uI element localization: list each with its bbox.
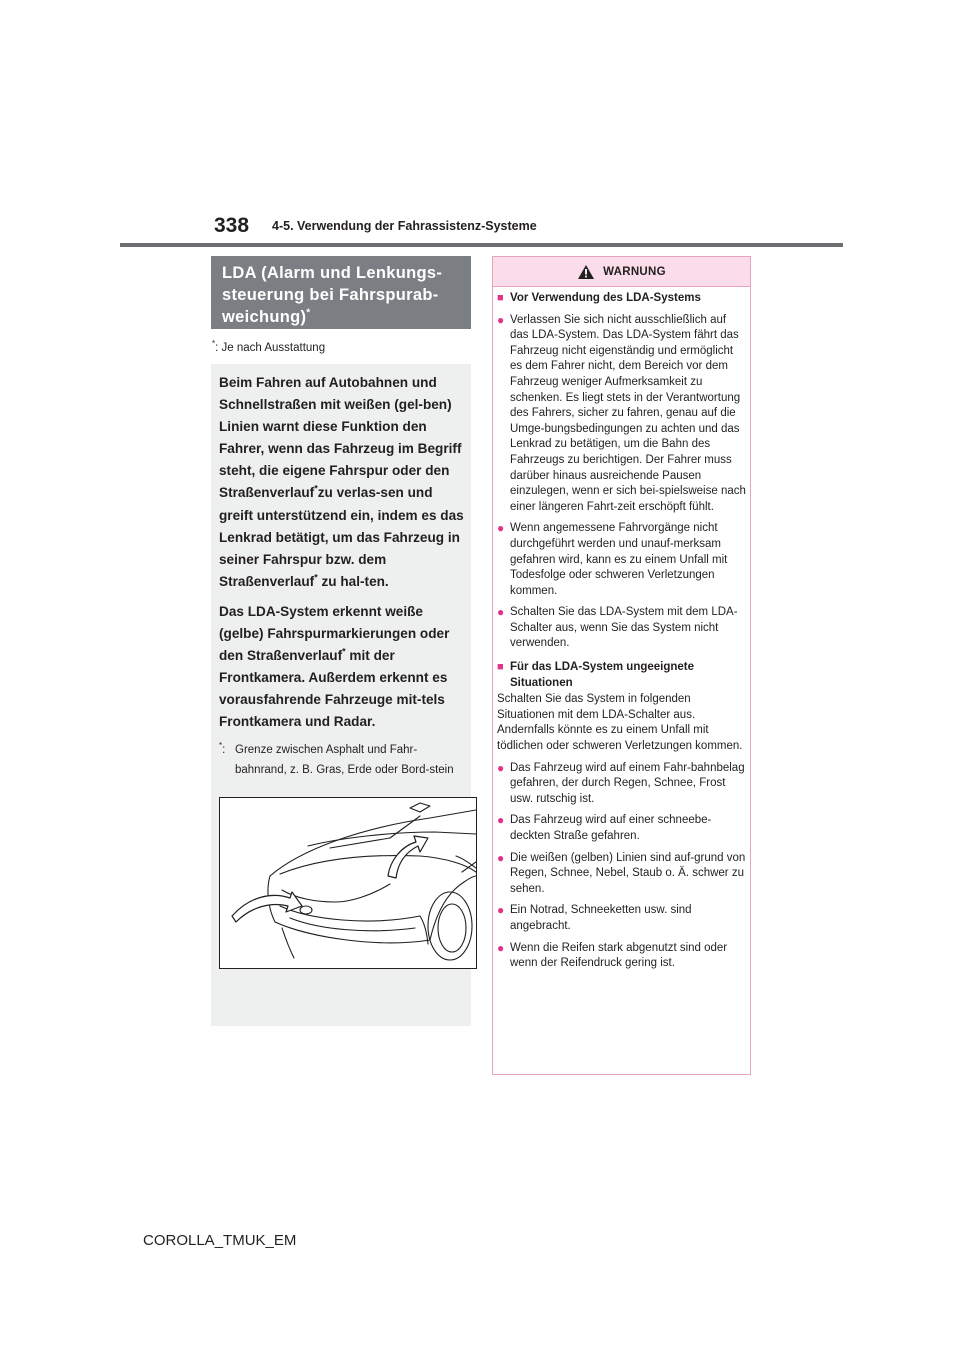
intro-mark-2: *: [314, 572, 318, 583]
road-edge-footnote-text: Grenze zwischen Asphalt und Fahr-bahnrand, z. B. Gras, Erde oder Bord-stein: [235, 743, 454, 776]
warning-bullet: [497, 605, 746, 652]
road-edge-footnote-colon: :: [222, 743, 226, 756]
detection-part-1: Das LDA-System erkennt weiße (gelbe) Fahrspurmarkierungen oder den Straßenverlauf: [219, 603, 450, 664]
warning-subheading-2-text: Für das LDA-System ungeeignete Situationen: [510, 661, 695, 689]
warning-bullet-text: Wenn die Reifen stark abgenutzt sind oder wenn der Reifendruck gering ist.: [510, 941, 728, 970]
warning-subheading-2: [497, 660, 746, 691]
intro-part-2: zu verlas-sen und greift unterstützend ein, indem es das Lenkrad betätigt, um das Fahrzeug in seiner Fahrspur bzw. dem Straßenverlauf: [219, 485, 464, 589]
warning-bullet-text: Wenn angemessene Fahrvorgänge nicht durchgeführt werden und unauf-merksam gefahren wird, kann es zu einem Unfall mit Todesfolge oder schweren Verletzungen kommen.: [510, 522, 728, 597]
warning-bullet: [497, 903, 746, 934]
warning-bullet-text: Verlassen Sie sich nicht ausschließlich auf das LDA-System. Das LDA-System fährt das Fahrzeug nicht eigenständig und ermöglicht es dem Fahrer nicht, dem Bereich vor dem Fahrzeug weniger Aufmerksamkeit zu schenken. Es liegt stets in der Verantwortung des Fahrers, sicher zu fahren, genau auf die Umge-bungsbedingungen zu achten und das Lenkrad zu betätigen, um die Bahn des Fahrzeugs zu berichtigen. Der Fahrer muss darüber hinaus ausreichende Pausen einzulegen, wenn er sich bei-spielsweise nach einer längeren Fahrt-zeit erschöpft fühlt.: [510, 313, 746, 513]
intro-paragraph: [219, 372, 465, 593]
heading-footnote: [211, 339, 471, 354]
warning-header: [493, 257, 750, 287]
warning-bullet: [497, 761, 746, 808]
circle-bullet-icon: ●: [497, 903, 505, 918]
road-edge-footnote-star: *: [219, 740, 223, 750]
warning-label: WARNUNG: [603, 265, 666, 278]
warning-bullet: [497, 521, 746, 599]
warning-bullet-text: Die weißen (gelben) Linien sind auf-grund von Regen, Schnee, Nebel, Staub o. Ä. schwer zu sehen.: [510, 851, 746, 895]
detection-mark-1: *: [342, 646, 346, 657]
heading-footnote-mark: *: [306, 307, 311, 319]
info-panel: [211, 364, 471, 1026]
circle-bullet-icon: ●: [497, 813, 505, 828]
circle-bullet-icon: ●: [497, 312, 505, 327]
heading-footnote-star: *: [212, 339, 216, 349]
car-front-illustration-svg: [220, 798, 476, 968]
warning-body: [493, 287, 750, 976]
heading-footnote-text: : Je nach Ausstattung: [215, 342, 326, 354]
detection-paragraph: [219, 601, 465, 734]
intro-part-1: Beim Fahren auf Autobahnen und Schnellstraßen mit weißen (gel-ben) Linien warnt diese Funktion den Fahrer, wenn das Fahrzeug im Begriff steht, die eigene Fahrspur oder den Straßenverlauf: [219, 375, 462, 501]
intro-mark-1: *: [314, 483, 318, 494]
road-edge-footnote: [219, 740, 465, 780]
document-code: COROLLA_TMUK_EM: [143, 1232, 297, 1249]
section-title: 4-5. Verwendung der Fahrassistenz-Systeme: [272, 219, 537, 233]
warning-bullet-text: Schalten Sie das LDA-System mit dem LDA-Schalter aus, wenn Sie das System nicht verwenden.: [510, 606, 738, 650]
section-heading-text: LDA (Alarm und Lenkungs-steuerung bei Fahrspurab-weichung): [222, 264, 443, 326]
warning-bullet: [497, 851, 746, 898]
warning-subheading-1: [497, 291, 746, 307]
warning-bullet: [497, 813, 746, 844]
warning-bullet-text: Ein Notrad, Schneeketten usw. sind angebracht.: [510, 904, 692, 932]
header-divider: [120, 243, 843, 247]
road-edge-footnote-mark: [219, 740, 235, 780]
warning-bullet: [497, 941, 746, 972]
square-bullet-icon: ■: [497, 661, 504, 674]
warning-box: [492, 256, 751, 1075]
circle-bullet-icon: ●: [497, 760, 505, 775]
car-camera-radar-illustration: [219, 797, 477, 969]
section-heading: [211, 256, 471, 329]
page-number: 338: [214, 214, 250, 237]
left-column: [211, 256, 471, 1026]
warning-bullet: [497, 313, 746, 516]
circle-bullet-icon: ●: [497, 940, 505, 955]
warning-triangle-icon: [577, 264, 595, 280]
intro-part-3: zu hal-ten.: [317, 573, 389, 589]
detection-part-2: mit der Frontkamera. Außerdem erkennt es vorausfahrende Fahrzeuge mit-tels Frontkamera und Radar.: [219, 648, 448, 730]
circle-bullet-icon: ●: [497, 605, 505, 620]
circle-bullet-icon: ●: [497, 850, 505, 865]
warning-bullet-text: Das Fahrzeug wird auf einer schneebe-deckten Straße gefahren.: [510, 814, 712, 842]
warning-subheading-1-text: Vor Verwendung des LDA-Systems: [510, 292, 701, 304]
circle-bullet-icon: ●: [497, 521, 505, 536]
square-bullet-icon: ■: [497, 292, 504, 304]
warning-situations-intro: Schalten Sie das System in folgenden Situationen mit dem LDA-Schalter aus. Andernfalls könnte es zu einem Unfall mit tödlichen oder schweren Verletzungen kommen.: [497, 693, 743, 753]
warning-bullet-text: Das Fahrzeug wird auf einem Fahr-bahnbelag gefahren, der durch Regen, Schnee, Frost usw. rutschig ist.: [510, 761, 745, 805]
